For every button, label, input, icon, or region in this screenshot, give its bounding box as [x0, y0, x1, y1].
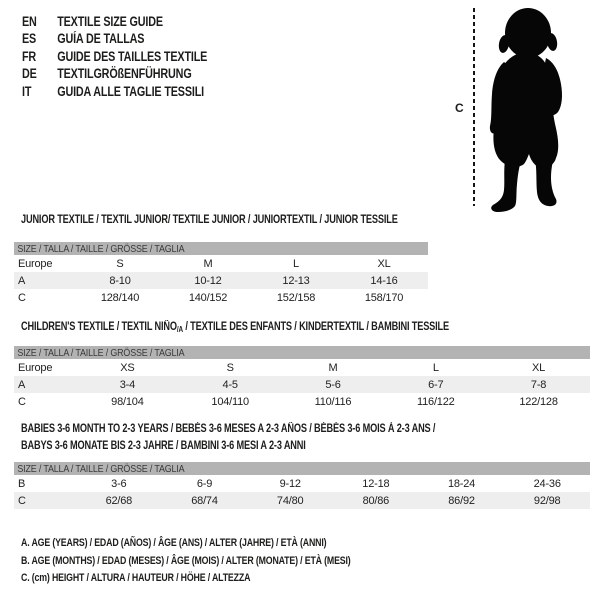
table-row	[14, 492, 590, 509]
title-text: /A	[176, 325, 183, 334]
table-cell: 74/80	[276, 494, 304, 507]
table-cell: 158/170	[364, 291, 404, 304]
table-cell: 128/140	[100, 291, 140, 304]
table-cell: XL	[377, 257, 391, 270]
table-cell: 12-18	[362, 477, 390, 490]
table-cell: 9-12	[279, 477, 301, 490]
footnote-line: C. (cm) HEIGHT / ALTURA / HAUTEUR / HÖHE / ALTEZZA	[21, 572, 251, 584]
footnotes	[21, 535, 433, 588]
table-cell: L	[432, 361, 439, 374]
table-row	[14, 255, 428, 272]
row-label: C	[18, 291, 26, 304]
language-label: TEXTILGRÖßENFÜHRUNG	[57, 66, 192, 82]
table-row	[14, 272, 428, 289]
height-measure-label: C	[455, 101, 464, 115]
language-code: IT	[22, 83, 32, 99]
table-cell: 62/68	[105, 494, 133, 507]
footnote-line: B. AGE (MONTHS) / EDAD (MESES) / ÂGE (MOIS) / ALTER (MONATE) / ETÀ (MESI)	[21, 554, 351, 567]
table-cell: XL	[532, 361, 546, 374]
section-title	[21, 212, 492, 229]
title-text: CHILDREN'S TEXTILE / TEXTIL NIÑO	[21, 321, 177, 333]
table-cell: 98/104	[111, 395, 144, 408]
table-cell: 14-16	[370, 274, 398, 287]
language-row	[22, 48, 207, 65]
language-title-list	[22, 13, 254, 100]
footnote-line: A. AGE (YEARS) / EDAD (AÑOS) / ÂGE (ANS) / ALTER (JAHRE) / ETÀ (ANNI)	[21, 537, 327, 549]
row-label: Europe	[18, 361, 53, 374]
language-row	[22, 13, 207, 30]
table-cell: XS	[120, 361, 135, 374]
row-label: A	[18, 274, 26, 287]
title-text: BABIES 3-6 MONTH TO 2-3 YEARS / BEBÉS 3-6 MESES A 2-3 AÑOS / BÉBÉS 3-6 MOIS À 2-3 ANS /	[21, 423, 436, 435]
size-table	[14, 242, 428, 306]
table-cell: 116/122	[417, 395, 455, 408]
table-cell: 140/152	[188, 291, 228, 304]
row-label: A	[18, 378, 26, 391]
table-row	[14, 376, 590, 393]
section-title	[21, 421, 539, 455]
size-table-header-label: SIZE / TALLA / TAILLE / GRÖSSE / TAGLIA	[17, 242, 185, 255]
table-row	[14, 475, 590, 492]
row-label: C	[18, 395, 26, 408]
size-table-header	[14, 242, 428, 255]
table-cell: 6-7	[428, 378, 444, 391]
section-title	[21, 319, 556, 338]
table-cell: 86/92	[448, 494, 475, 507]
table-cell: S	[116, 257, 124, 270]
table-cell: 122/128	[519, 395, 558, 408]
table-cell: 10-12	[194, 274, 222, 287]
table-cell: M	[203, 257, 213, 270]
language-code: DE	[22, 66, 37, 82]
title-text: / TEXTILE DES ENFANTS / KINDERTEXTIL / BAMBINI TESSILE	[182, 321, 449, 333]
table-cell: 24-36	[533, 477, 561, 490]
language-code: FR	[22, 48, 37, 64]
table-cell: 12-13	[282, 274, 310, 287]
table-cell: M	[328, 361, 338, 374]
table-cell: 8-10	[109, 274, 131, 287]
title-text: JUNIOR TEXTILE / TEXTIL JUNIOR/ TEXTILE JUNIOR / JUNIORTEXTIL / JUNIOR TESSILE	[21, 214, 398, 226]
table-cell: 110/116	[314, 395, 352, 408]
language-code: EN	[22, 14, 37, 29]
size-table	[14, 346, 590, 410]
table-cell: S	[226, 361, 234, 374]
section-title-line	[21, 438, 435, 455]
section-title-line	[21, 319, 449, 338]
height-measure-dashed-line	[473, 8, 475, 206]
table-cell: 18-24	[447, 477, 476, 490]
table-cell: 3-6	[111, 477, 127, 490]
toddler-silhouette-image	[484, 6, 576, 212]
language-row	[22, 65, 207, 82]
size-table-header-label: SIZE / TALLA / TAILLE / GRÖSSE / TAGLIA	[17, 462, 185, 475]
row-label: C	[18, 494, 26, 507]
table-cell: L	[293, 257, 299, 270]
table-row	[14, 359, 590, 376]
language-row	[22, 30, 207, 47]
row-label: Europe	[18, 257, 53, 270]
table-cell: 5-6	[325, 378, 341, 391]
language-code: ES	[22, 31, 37, 47]
table-cell: 3-4	[119, 378, 136, 391]
table-cell: 104/110	[211, 395, 249, 408]
table-cell: 68/74	[191, 494, 218, 507]
language-label: TEXTILE SIZE GUIDE	[57, 14, 163, 29]
row-label: B	[18, 477, 26, 490]
language-label: GUIDE DES TAILLES TEXTILE	[57, 48, 208, 64]
size-table-header-label: SIZE / TALLA / TAILLE / GRÖSSE / TAGLIA	[17, 346, 185, 359]
section-title-line	[21, 421, 435, 438]
table-row	[14, 393, 590, 410]
table-cell: 6-9	[196, 477, 213, 490]
size-table-header	[14, 346, 590, 359]
table-cell: 7-8	[530, 378, 547, 391]
language-label: GUIDA ALLE TAGLIE TESSILI	[57, 83, 205, 99]
table-cell: 152/158	[276, 291, 316, 304]
table-cell: 4-5	[222, 378, 238, 391]
size-table-header	[14, 462, 590, 475]
toddler-silhouette	[484, 6, 576, 212]
table-cell: 92/98	[533, 494, 561, 507]
table-row	[14, 289, 428, 306]
language-row	[22, 83, 207, 100]
title-text: BABYS 3-6 MONATE BIS 2-3 JAHRE / BAMBINI 3-6 MESI A 2-3 ANNI	[21, 440, 306, 452]
size-table	[14, 462, 590, 509]
section-title-line	[21, 212, 398, 229]
table-cell: 80/86	[362, 494, 390, 507]
language-label: GUÍA DE TALLAS	[57, 31, 145, 47]
